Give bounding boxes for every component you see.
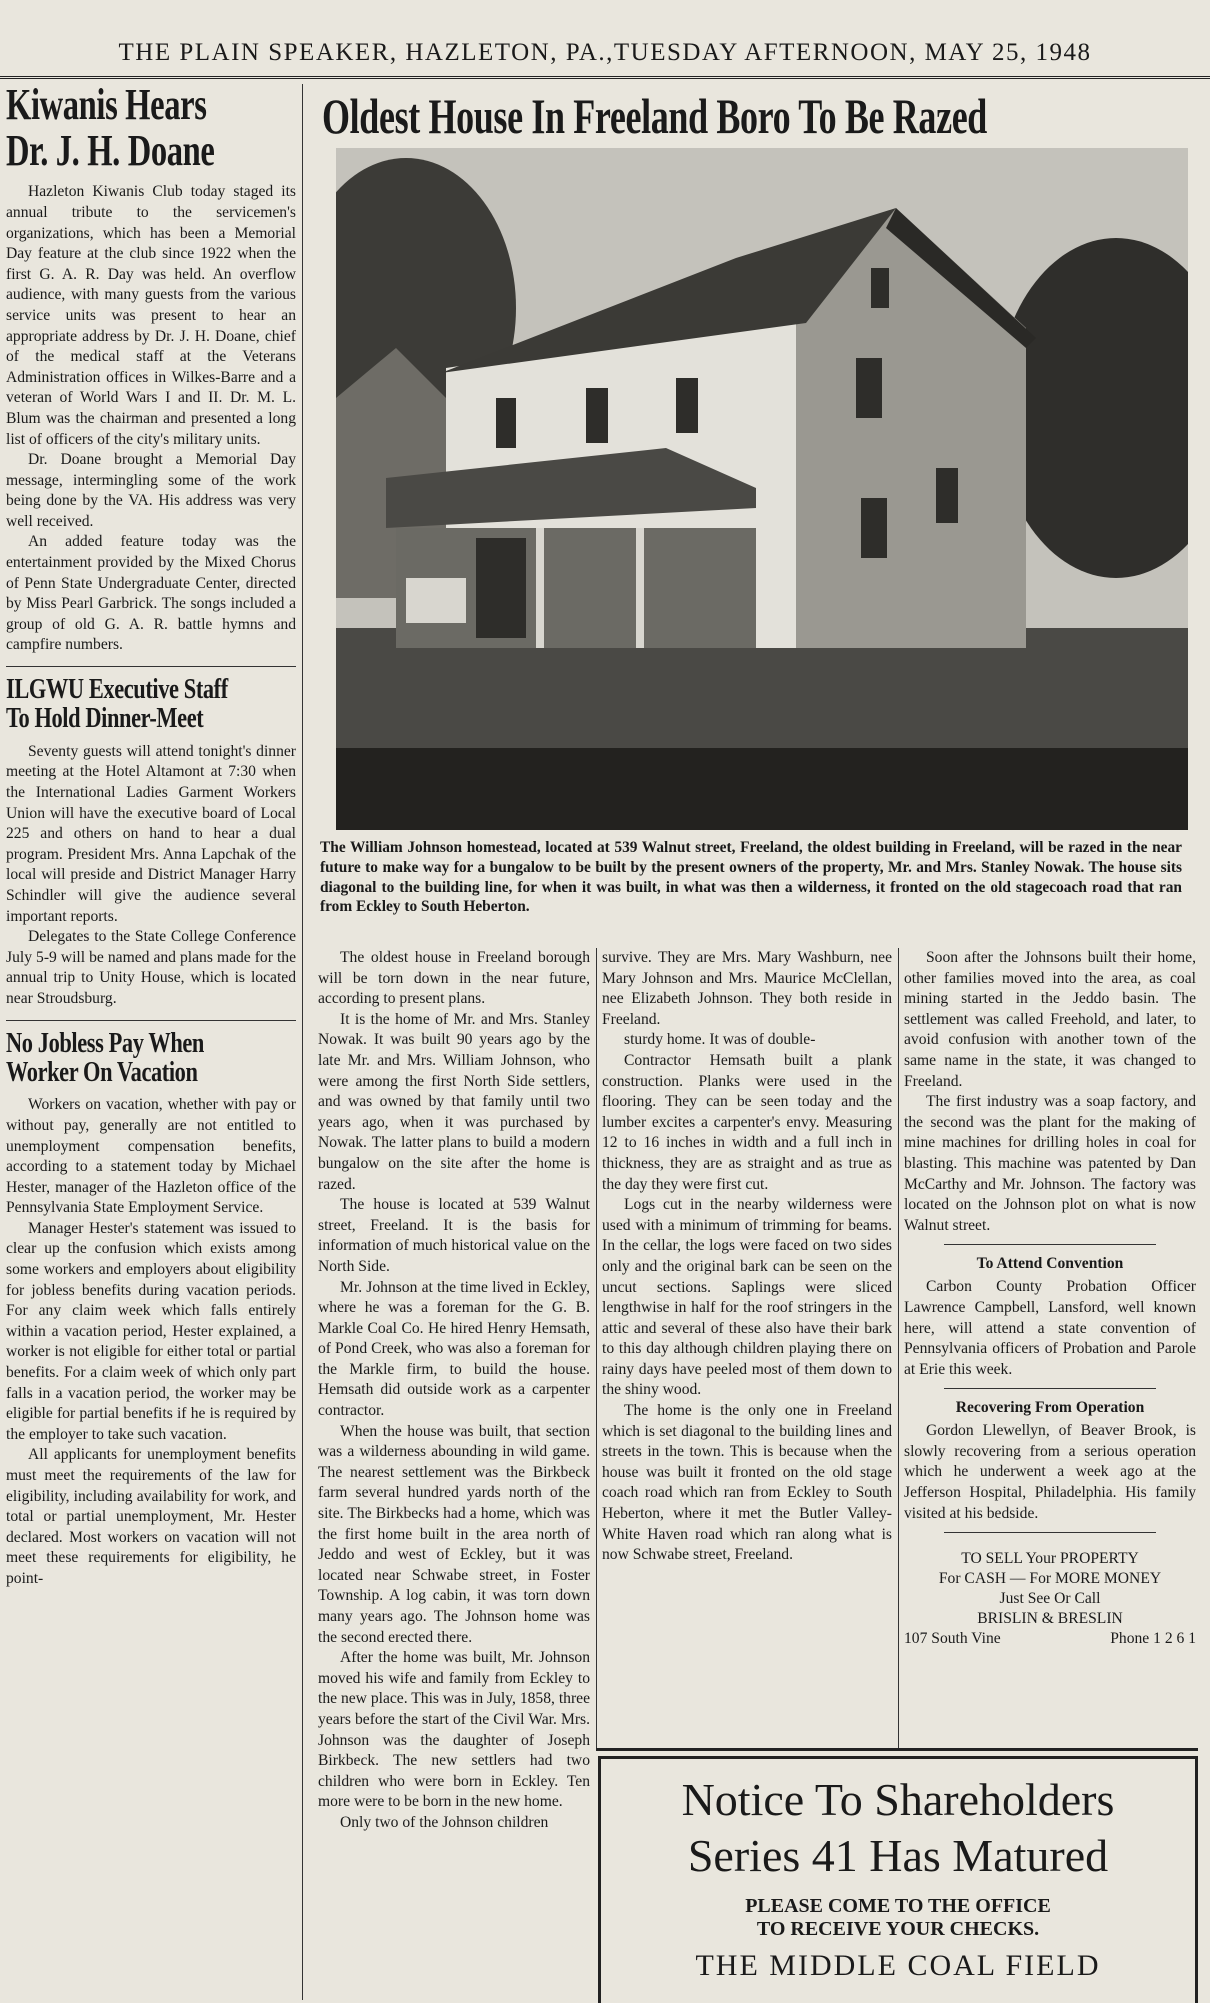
article-paragraph: After the home was built, Mr. Johnson moved his wife and family from Eckley to the new place. This was in July, 1858, three years before the start of the Civil War. Mrs. Johnson was the daughter of Joseph Birkbeck. The new settlers had two children who were born in Eckley. Ten more were to be born in the new home. [318, 1649, 590, 1811]
column-rule [596, 948, 597, 1748]
article-paragraph: An added feature today was the entertainment provided by the Mixed Chorus of Penn State Undergraduate Center, directed by Miss Pearl Garbrick. The songs included a group of old G. A. R. battle hymns and campfire numbers. [6, 533, 296, 654]
kiwanis-headline: Kiwanis Hears Dr. J. H. Doane [6, 82, 215, 176]
article-paragraph: Manager Hester's statement was issued to clear up the confusion which exists among some workers and employers about eligibility for jobless benefits during vacation periods. For any claim week which falls entirely within a vacation period, Hester explained, a worker is not eligible for either total or partial benefits. For a claim week of which only part falls in a vacation period, the worker may be eligible for partial benefits if he is required by the employer to take such vacation. [6, 1219, 296, 1443]
shareholders-notice [598, 1756, 1198, 2003]
story-jobless [6, 1029, 296, 1590]
jobless-headline: No Jobless Pay When Worker On Vacation [6, 1027, 204, 1088]
article-paragraph: Seventy guests will attend tonight's dinner meeting at the Hotel Altamont at 7:30 when the International Ladies Garment Workers Union will have the executive board of Local 225 and others on hand to hear a dual program. President Mrs. Anna Lapchak of the local will preside and District Manager Harry Schindler will give the audience several important reports. [6, 742, 296, 925]
notice-instruction: TO RECEIVE YOUR CHECKS. [756, 1918, 1040, 1940]
main-column-3 [904, 948, 1196, 1748]
article-paragraph: Only two of the Johnson children [340, 1813, 549, 1831]
notice-top-rule [596, 1748, 1198, 1751]
article-paragraph: All applicants for unemployment benefits must meet the requirements of the law for eligibility, including availability for work, and total or partial unemployment, Mr. Hester declared. Most workers on vacation will not meet these requirements for eligibility, he point- [6, 1446, 296, 1587]
article-paragraph: When the house was built, that section was a wilderness abounding in wild game. The nearest settlement was the Birkbeck farm several hundred yards north of the site. The Birkbecks had a home, which was the first home built in the area north of Jeddo and west of Eckley, but it was located near Schwabe street, in Foster Township. A log cabin, it was torn down many years ago. The Johnson home was the second erected there. [318, 1422, 590, 1646]
story-divider [6, 1020, 296, 1021]
article-paragraph: Workers on vacation, whether with pay or without pay, generally are not entitled to unemployment compensation benefits, according to a statement today by Michael Hester, manager of the Hazleton office of the Pennsylvania State Employment Service. [6, 1096, 296, 1217]
article-paragraph: It is the home of Mr. and Mrs. Stanley Nowak. It was built 90 years ago by the late Mr. and Mrs. William Johnson, who were among the first North Side settlers, and was owned by that family until two years ago, when it was purchased by Nowak. The latter plans to build a modern bungalow on the site after the home is razed. [318, 1010, 590, 1193]
article-paragraph: The first industry was a soap factory, and the second was the plant for the making of mine machines for drilling holes in coal for blasting. This machine was patented by Dan McCarthy and Mr. Johnson. The factory was located on the Johnson plot on what is now Walnut street. [904, 1093, 1196, 1234]
ad-contact-row: 107 South Vine Phone 1 2 6 1 [904, 1630, 1196, 1648]
article-paragraph: Carbon County Probation Officer Lawrence Campbell, Lansford, well known here, will attend a state convention of Pennsylvania officers of Probation and Parole at Erie this week. [904, 1278, 1196, 1378]
article-paragraph: Mr. Johnson at the time lived in Eckley, where he was a foreman for the G. B. Markle Coal Co. He hired Henry Hemsath, of Pond Creek, who was also a foreman for the Markle firm, to build the house. Hemsath did outside work as a carpenter contractor. [318, 1278, 590, 1420]
article-paragraph: Logs cut in the nearby wilderness were used with a minimum of trimming for beams. In the cellar, the logs were faced on two sides only and the original bark can be seen on the uncut sections. Saplings were sliced lengthwise in half for the roof stringers in the attic and several of these also have their bark to this day although children playing there on rainy days have peeled most of them down to the shiny wood. [602, 1196, 892, 1399]
article-paragraph: Dr. Doane brought a Memorial Day message, intermingling some of the work being done by the VA. His address was very well received. [6, 451, 296, 530]
story-divider [944, 1388, 1156, 1389]
article-paragraph: The oldest house in Freeland borough will be torn down in the near future, according to present plans. [318, 949, 590, 1008]
article-paragraph: Soon after the Johnsons built their home, other families moved into the area, as coal mining started in the Jeddo basin. The settlement was called Freehold, and later, to avoid confusion with another town of the same name in the state, it was changed to Freeland. [904, 949, 1196, 1090]
article-paragraph: survive. They are Mrs. Mary Washburn, nee Mary Johnson and Mrs. Maurice McClellan, nee Elizabeth Johnson. They both reside in Freeland. [602, 949, 892, 1028]
left-column [6, 82, 296, 2000]
column-rule [898, 948, 899, 1748]
main-headline: Oldest House In Freeland Boro To Be Razed [322, 88, 987, 144]
article-paragraph: Hazleton Kiwanis Club today staged its annual tribute to the servicemen's organizations, which has been a Memorial Day feature at the club since 1922 when the first G. A. R. Day was held. An overflow audience, with many guests from the various service units was present to hear an appropriate address by Dr. J. H. Doane, chief of the medical staff at the Veterans Administration offices in Wilkes-Barre and a veteran of World Wars I and II. Dr. M. L. Blum was the chairman and presented a long list of officers of the city's military units. [6, 183, 296, 448]
photo-caption: The William Johnson homestead, located at 539 Walnut street, Freeland, the oldest building in Freeland, will be razed in the near future to make way for a bungalow to be built by the present owners of the property, Mr. and Mrs. Stanley Nowak. The house sits diagonal to the building line, for when it was built, in what was then a wilderness, it fronted on the old stagecoach road that ran from Eckley to South Heberton. [320, 839, 1182, 916]
notice-title: Notice To Shareholders [681, 1774, 1115, 1825]
notice-instruction: PLEASE COME TO THE OFFICE [745, 1895, 1051, 1917]
recovering-subhead: Recovering From Operation [955, 1399, 1145, 1417]
house-illustration [336, 148, 1188, 830]
main-column-1 [318, 948, 590, 2000]
story-divider [944, 1532, 1156, 1533]
article-paragraph: Contractor Hemsath built a plank construction. Planks were used in the flooring. They can be seen today and the lumber excites a carpenter's envy. Measuring 12 to 16 inches in width and a full inch in thickness, they are as straight and as true as the day they were first cut. [602, 1051, 892, 1193]
house-photo [336, 148, 1188, 830]
article-paragraph: sturdy home. It was of double- [624, 1031, 816, 1049]
ilgwu-headline: ILGWU Executive Staff To Hold Dinner-Meet [6, 674, 228, 735]
convention-subhead: To Attend Convention [976, 1255, 1124, 1273]
real-estate-ad: TO SELL Your PROPERTY For CASH — For MORE MONEY Just See Or Call BRISLIN & BRESLIN 107 South Vine Phone 1 2 6 1 [904, 1550, 1196, 1648]
story-divider [944, 1244, 1156, 1245]
newspaper-masthead: THE PLAIN SPEAKER, HAZLETON, PA.,TUESDAY AFTERNOON, MAY 25, 1948 [0, 30, 1210, 79]
notice-company: THE MIDDLE COAL FIELD [695, 1949, 1101, 1982]
main-column-2 [602, 948, 892, 1748]
column-rule [302, 84, 303, 2000]
article-paragraph: The home is the only one in Freeland which is set diagonal to the building lines and streets in the town. This is because when the house was built it fronted on the old stage coach road which ran from Eckley to South Heberton, where it met the Butler Valley-White Haven road which ran along what is now Schwabe street, Freeland. [602, 1402, 892, 1564]
article-paragraph: Gordon Llewellyn, of Beaver Brook, is slowly recovering from a serious operation which he underwent a week ago at the Jefferson Hospital, Philadelphia. His family visited at his bedside. [904, 1422, 1196, 1522]
story-ilgwu [6, 675, 296, 1010]
story-divider [6, 666, 296, 667]
story-kiwanis [6, 82, 296, 656]
article-paragraph: The house is located at 539 Walnut street, Freeland. It is the basis for information of much historical value on the North Side. [318, 1196, 590, 1275]
article-paragraph: Delegates to the State College Conference July 5-9 will be named and plans made for the annual trip to Unity House, which is located near Stroudsburg. [6, 928, 296, 1007]
notice-series: Series 41 Has Matured [687, 1830, 1109, 1881]
